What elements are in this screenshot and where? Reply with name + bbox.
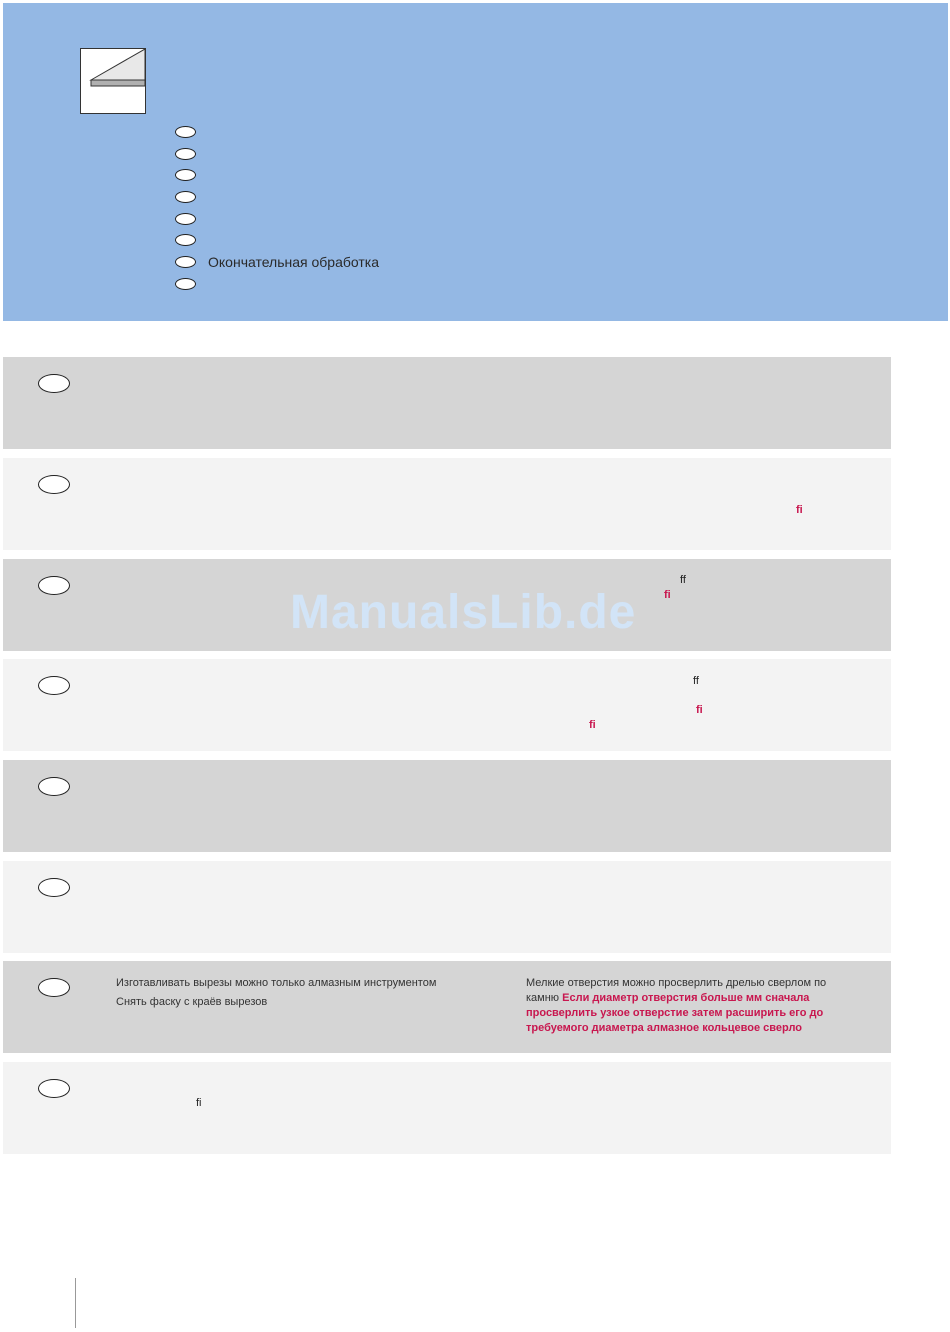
language-oval-icon bbox=[38, 374, 70, 393]
language-label: Окончательная обработка bbox=[208, 254, 379, 271]
watermark: ManualsLib.de bbox=[290, 586, 637, 639]
language-oval-icon bbox=[175, 213, 196, 225]
ligature-glyph: fi bbox=[664, 589, 671, 601]
ligature-glyph: fi bbox=[589, 719, 596, 731]
ligature-glyph: ff bbox=[680, 574, 686, 586]
language-section-5 bbox=[3, 760, 891, 852]
drilling-note-text: Мелкие отверстия можно просверлить дрелью сверлом по камню bbox=[526, 977, 827, 1004]
ligature-glyph: ff bbox=[693, 675, 699, 687]
ligature-glyph: fi bbox=[196, 1097, 202, 1109]
drilling-note bbox=[526, 976, 856, 1036]
language-oval-icon bbox=[38, 475, 70, 494]
instruction-line: Снять фаску с краёв вырезов bbox=[116, 996, 268, 1008]
footer-divider bbox=[75, 1278, 76, 1328]
language-section-8 bbox=[3, 1062, 891, 1154]
language-oval-icon bbox=[38, 978, 70, 997]
language-oval-icon bbox=[38, 878, 70, 897]
instruction-text bbox=[116, 976, 496, 1010]
language-section-6 bbox=[3, 861, 891, 953]
language-oval-icon bbox=[38, 777, 70, 796]
language-oval-icon bbox=[175, 126, 196, 138]
instruction-line: Изготавливать вырезы можно только алмазным инструментом bbox=[116, 977, 437, 989]
language-section-1 bbox=[3, 357, 891, 449]
product-icon bbox=[80, 48, 146, 114]
stone-slab-icon bbox=[81, 49, 145, 113]
language-section-7 bbox=[3, 961, 891, 1053]
ligature-glyph: fi bbox=[696, 704, 703, 716]
language-oval-icon bbox=[38, 576, 70, 595]
language-oval-icon bbox=[38, 1079, 70, 1098]
ligature-glyph: fi bbox=[796, 504, 803, 516]
language-oval-icon bbox=[175, 148, 196, 160]
language-section-4 bbox=[3, 659, 891, 751]
language-oval-icon bbox=[38, 676, 70, 695]
language-section-2 bbox=[3, 458, 891, 550]
language-oval-icon bbox=[175, 278, 196, 290]
header-panel bbox=[3, 3, 948, 321]
drilling-note-warning: Если диаметр отверстия больше мм сначала просверлить узкое отверстие затем расширить его до требуемого диаметра алмазное кольцевое сверло bbox=[526, 992, 824, 1034]
language-oval-icon bbox=[175, 191, 196, 203]
